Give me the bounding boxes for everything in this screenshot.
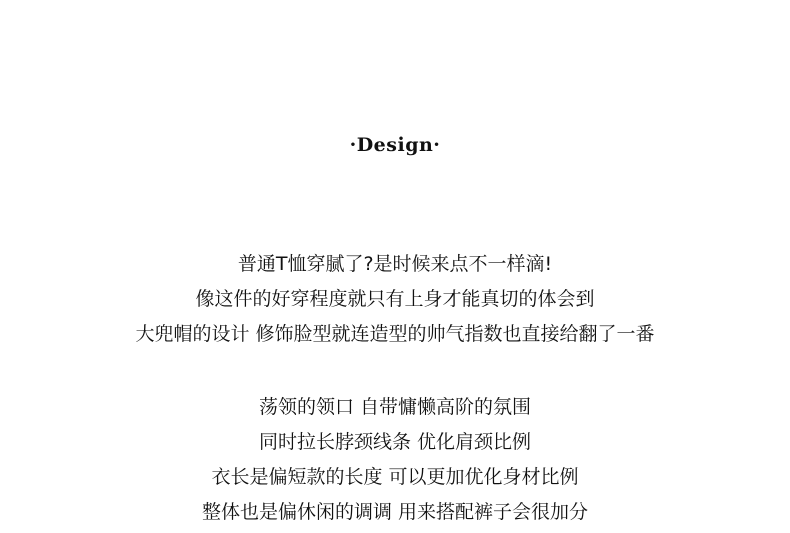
description-paragraph-2 (0, 390, 790, 530)
text-line: 荡领的领口 自带慵懒高阶的氛围 (258, 396, 532, 418)
text-line: 像这件的好穿程度就只有上身才能真切的体会到 (195, 288, 595, 310)
text-line: 大兜帽的设计 修饰脸型就连造型的帅气指数也直接给翻了一番 (135, 323, 655, 345)
text-line: 同时拉长脖颈线条 优化肩颈比例 (258, 431, 532, 453)
section-heading: ·Design· (349, 134, 441, 156)
text-line: 衣长是偏短款的长度 可以更加优化身材比例 (211, 466, 579, 488)
text-line: 普通T恤穿腻了?是时候来点不一样滴! (237, 253, 553, 275)
text-line: 整体也是偏休闲的调调 用来搭配裤子会很加分 (201, 501, 589, 523)
description-paragraph-1 (0, 247, 790, 352)
